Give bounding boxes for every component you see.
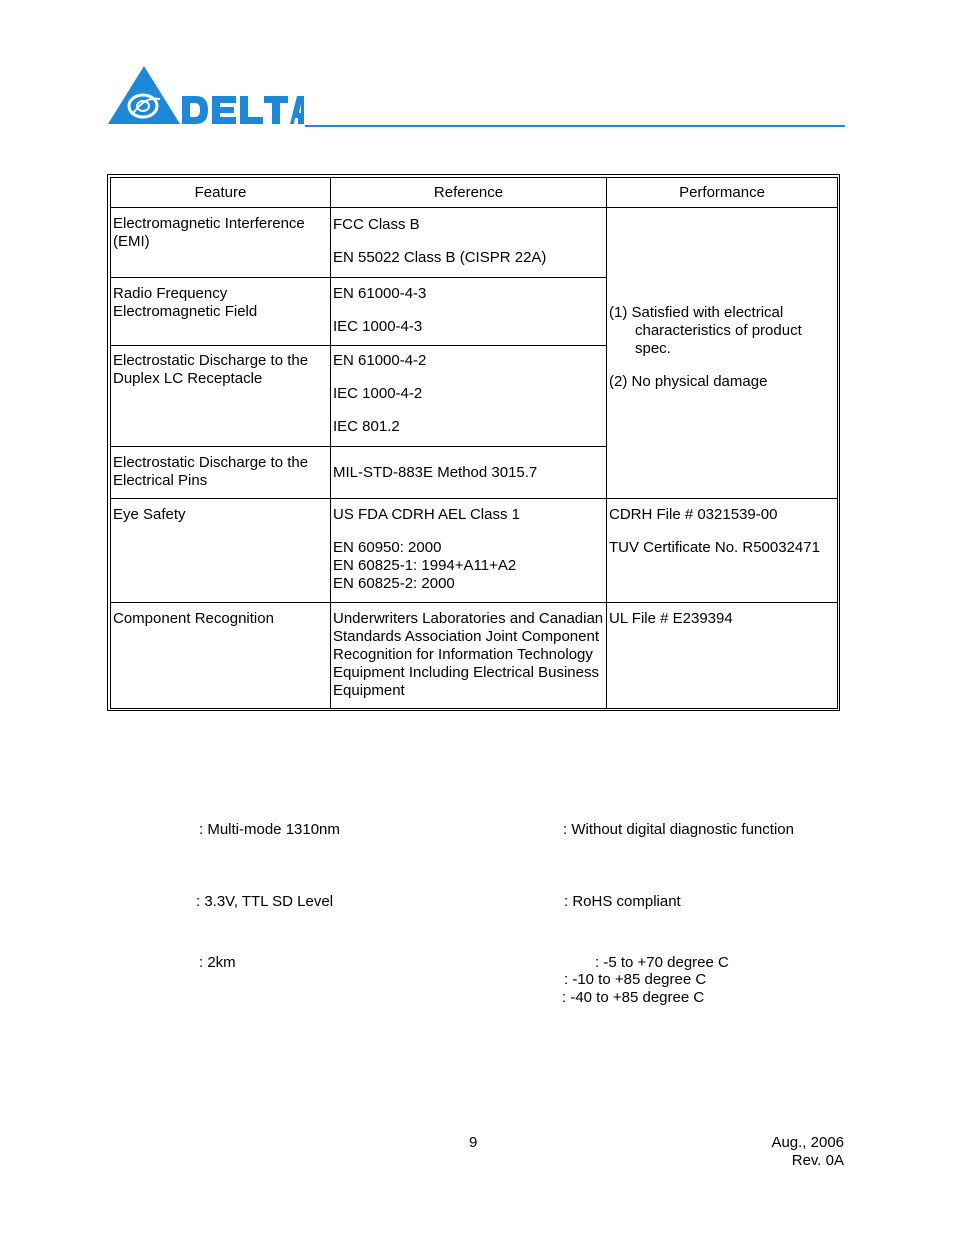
header-reference: Reference [331,178,607,208]
temperature-range-3: : -40 to +85 degree C [562,989,705,1006]
reference-item: EN 60950: 2000 [333,539,442,556]
reference-item: EN 60825-2: 2000 [333,575,455,592]
performance-item-1-line-1: (1) Satisfied with electrical [609,303,784,321]
temperature-range-2: : -10 to +85 degree C [564,971,707,988]
table-header-row [111,178,838,208]
header-rule [305,125,845,127]
reference-cell [331,278,607,346]
feature-cell: Component Recognition [111,603,331,709]
diagnostic-value: : Without digital diagnostic function [563,821,794,838]
performance-item-1-line-3: spec. [635,339,671,357]
reference-cell [331,346,607,447]
reference-item: EN 60825-1: 1994+A11+A2 [333,557,517,574]
footer-date: Aug., 2006 [771,1134,844,1151]
reference-item: IEC 1000-4-3 [333,318,423,335]
reference-item: US FDA CDRH AEL Class 1 [333,506,520,523]
page-number: 9 [469,1134,478,1151]
wavelength-value: : Multi-mode 1310nm [199,821,340,838]
reference-item: EN 61000-4-3 [333,285,427,302]
footer-revision: Rev. 0A [791,1152,844,1169]
feature-cell: Electrostatic Discharge to the Duplex LC Receptacle [111,346,331,447]
performance-item-1-line-2: characteristics of product [635,321,802,339]
signal-detect-value: : 3.3V, TTL SD Level [196,893,334,910]
reference-item: EN 61000-4-2 [333,352,427,369]
table-row [111,603,838,709]
feature-cell: Electrostatic Discharge to the Electrical Pins [111,447,331,499]
reference-cell [331,499,607,603]
feature-cell: Eye Safety [111,499,331,603]
regulatory-compliance-table [110,177,838,709]
header-performance: Performance [607,178,838,208]
temperature-range-1: : -5 to +70 degree C [595,954,729,971]
performance-item: CDRH File # 0321539-00 [609,506,778,523]
reference-cell [331,208,607,278]
regulatory-table-frame [107,174,840,711]
reference-item: IEC 801.2 [333,418,400,435]
distance-value: : 2km [199,954,236,971]
performance-item: TUV Certificate No. R50032471 [609,539,820,556]
reference-cell: Underwriters Laboratories and Canadian Standards Association Joint Component Recognition for Information Technology Equipment Including Electrical Business Equipment [331,603,607,709]
feature-cell: Electromagnetic Interference (EMI) [111,208,331,278]
reference-item: IEC 1000-4-2 [333,385,423,402]
reference-item: EN 55022 Class B (CISPR 22A) [333,249,547,266]
table-row [111,208,838,278]
delta-logo [108,66,304,128]
shared-performance-cell [607,208,838,499]
table-row [111,499,838,603]
rohs-value: : RoHS compliant [564,893,681,910]
performance-cell [607,499,838,603]
reference-cell: MIL-STD-883E Method 3015.7 [331,447,607,499]
feature-cell: Radio Frequency Electromagnetic Field [111,278,331,346]
reference-item: FCC Class B [333,216,420,233]
header-feature: Feature [111,178,331,208]
performance-item-2: (2) No physical damage [609,372,768,390]
performance-cell: UL File # E239394 [607,603,838,709]
